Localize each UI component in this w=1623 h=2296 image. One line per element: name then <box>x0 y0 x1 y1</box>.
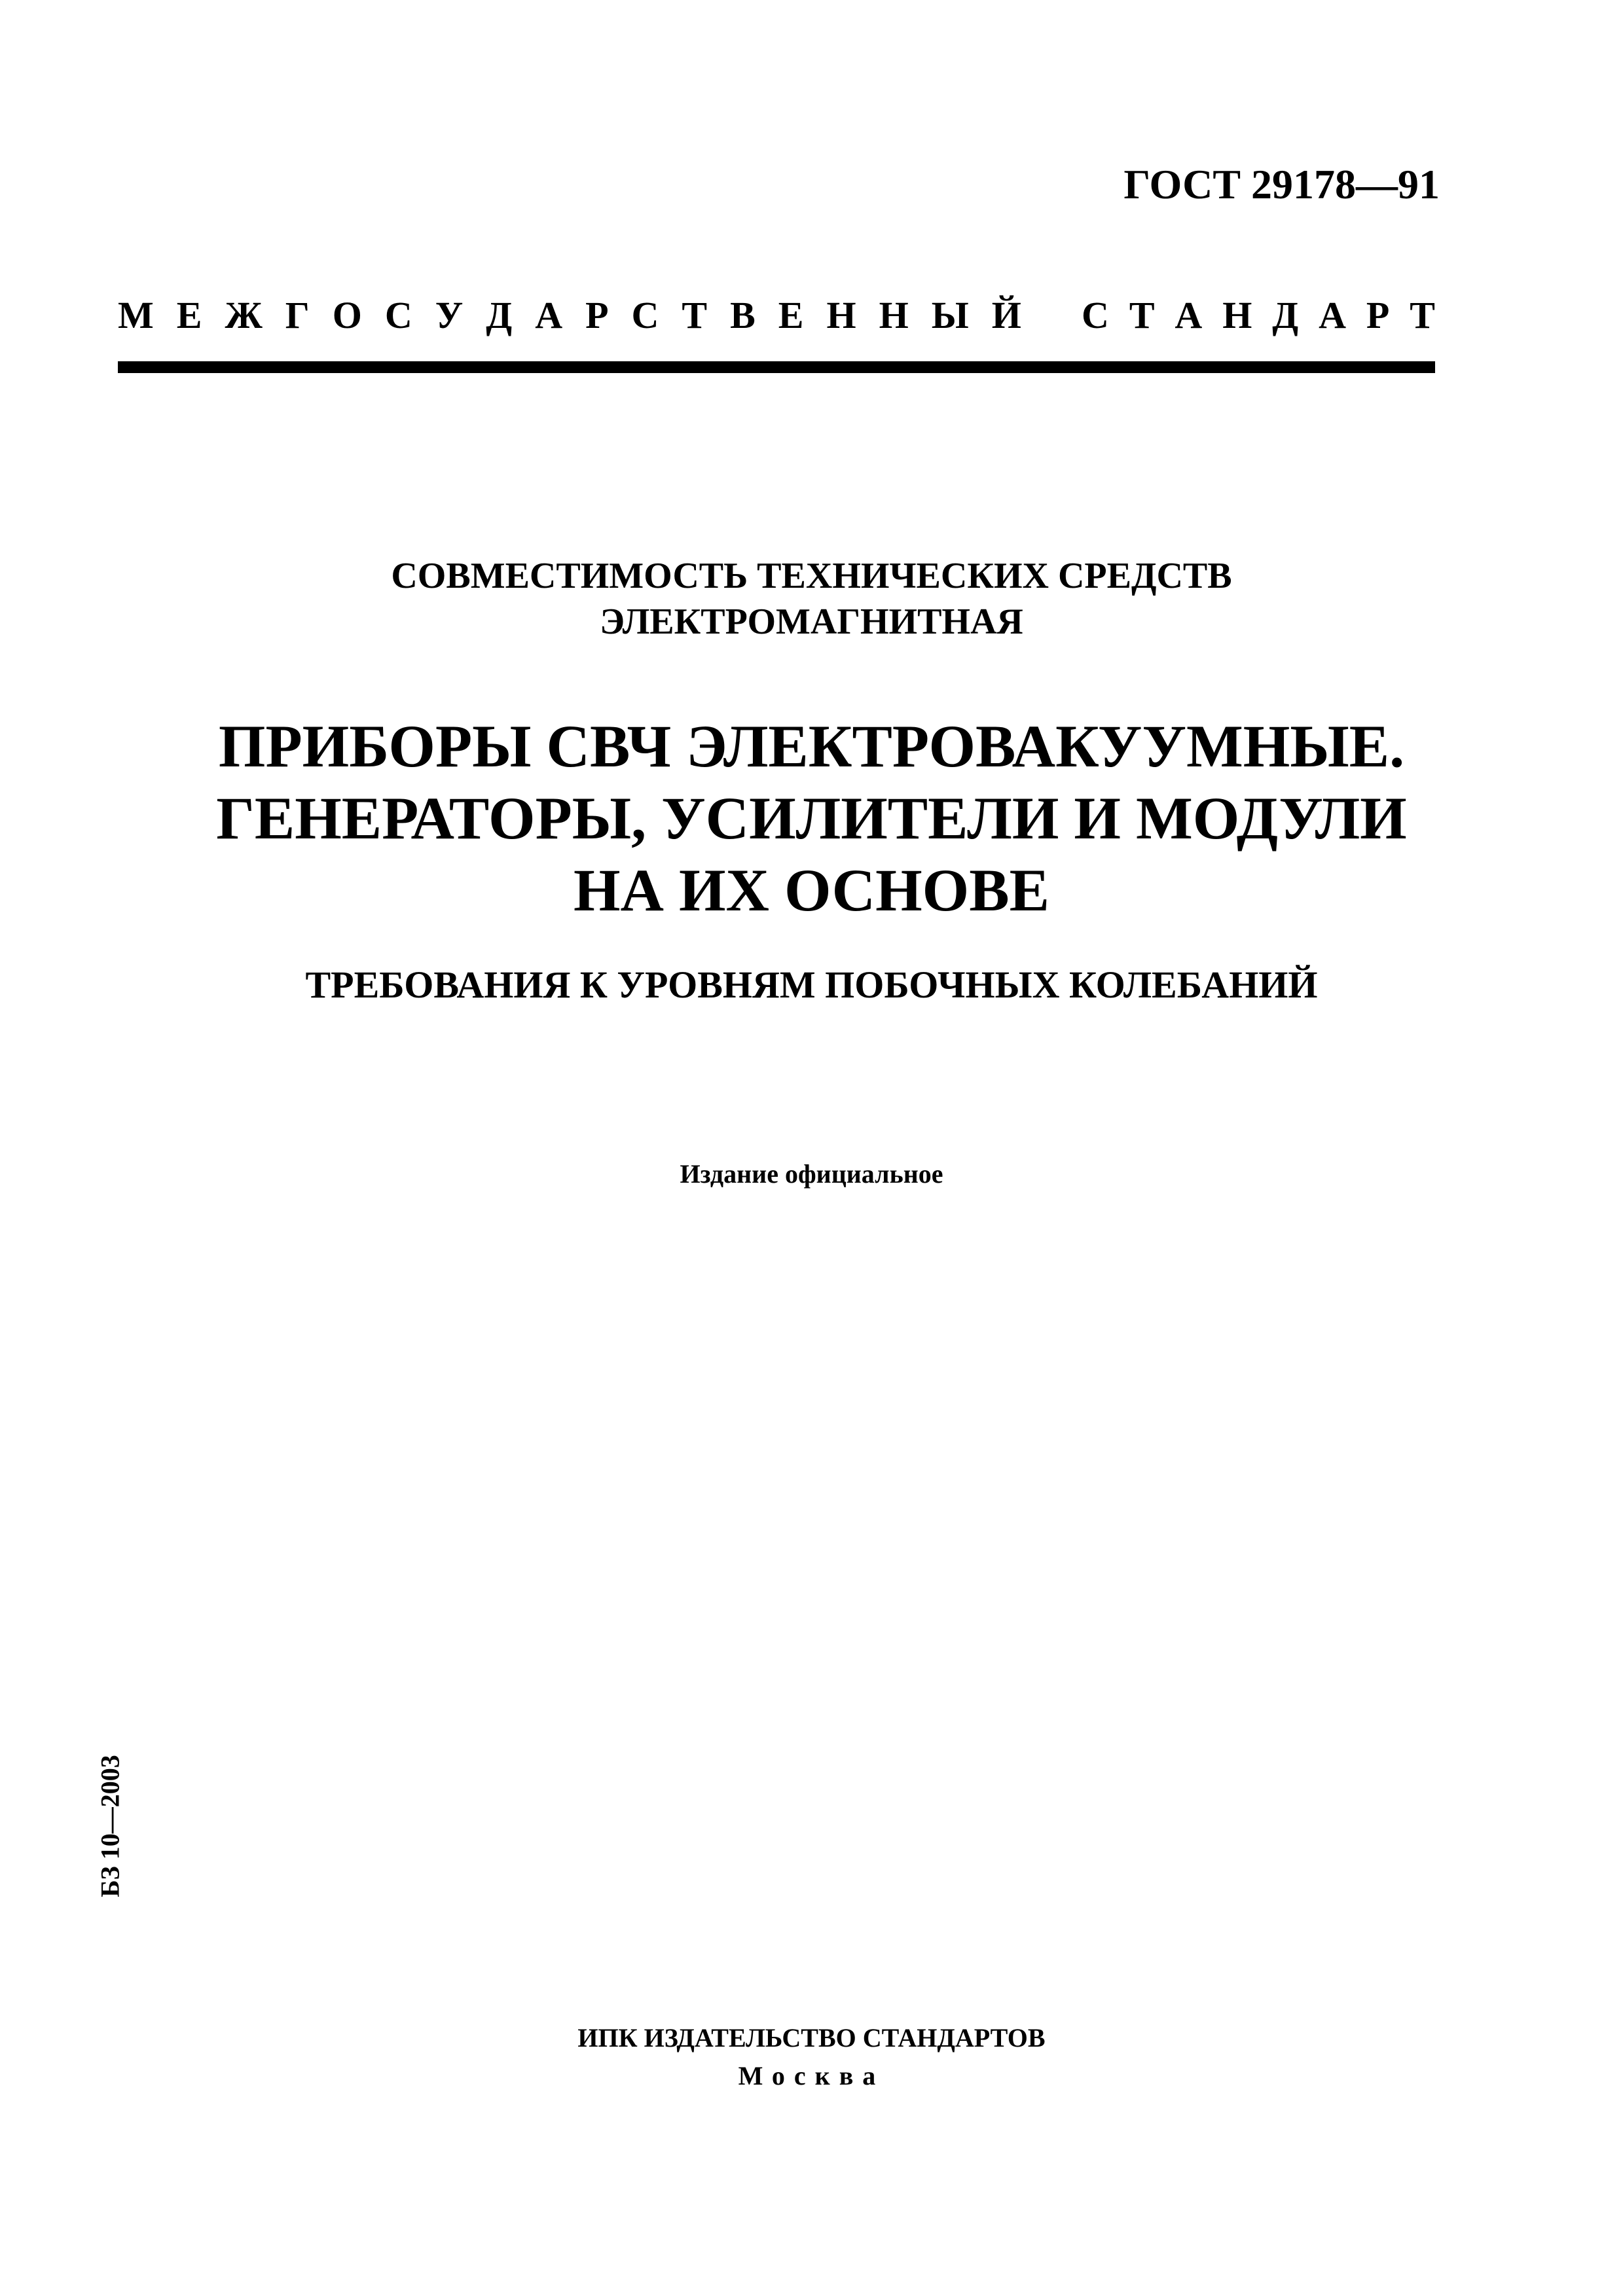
publisher-name: ИПК ИЗДАТЕЛЬСТВО СТАНДАРТОВ <box>577 2023 1046 2053</box>
banner-letter: Е <box>176 294 202 336</box>
edition-note: Издание официальное <box>680 1159 943 1189</box>
banner-letter: Г <box>285 294 310 336</box>
title-main-line: ПРИБОРЫ СВЧ ЭЛЕКТРОВАКУУМНЫЕ. <box>218 713 1405 780</box>
banner-letter: Д <box>1272 294 1299 336</box>
title-general-group <box>0 553 1623 645</box>
banner-letter: В <box>730 294 756 336</box>
standard-number: ГОСТ 29178—91 <box>1123 161 1440 207</box>
banner-letter: С <box>1082 294 1109 336</box>
banner-letter: О <box>332 294 362 336</box>
title-main-line: НА ИХ ОСНОВЕ <box>574 857 1049 924</box>
banner-letter: С <box>384 294 412 336</box>
title-subtitle-line: ТРЕБОВАНИЯ К УРОВНЯМ ПОБОЧНЫХ КОЛЕБАНИЙ <box>305 963 1318 1006</box>
title-subtitle <box>0 962 1623 1008</box>
banner-letter: А <box>535 294 563 336</box>
banner-letter: Е <box>778 294 804 336</box>
banner-letter: Ж <box>225 294 263 336</box>
banner-letter: А <box>1175 294 1203 336</box>
banner-letter: Р <box>1366 294 1390 336</box>
banner-letter: Ы <box>931 294 969 336</box>
publisher-city: Москва <box>738 2061 885 2090</box>
banner-letter: Т <box>1410 294 1435 336</box>
title-main-line: ГЕНЕРАТОРЫ, УСИЛИТЕЛИ И МОДУЛИ <box>216 785 1407 852</box>
title-main-group <box>0 710 1623 926</box>
banner-letter: Д <box>486 294 513 336</box>
header-divider <box>118 361 1435 373</box>
banner-letter: У <box>435 294 464 336</box>
banner-letter: Т <box>682 294 708 336</box>
title-general-line: СОВМЕСТИМОСТЬ ТЕХНИЧЕСКИХ СРЕДСТВ <box>391 556 1232 596</box>
banner-letter: Й <box>991 294 1021 336</box>
banner-letter: Т <box>1129 294 1155 336</box>
banner-letter: М <box>118 294 154 336</box>
banner-letter: Н <box>879 294 909 336</box>
side-catalog-code: БЗ 10—2003 <box>95 1755 125 1897</box>
banner-word-interstate <box>118 293 1021 337</box>
banner-letter: С <box>631 294 659 336</box>
banner-letter: А <box>1319 294 1346 336</box>
banner-word-standard <box>1082 293 1435 337</box>
banner-letter: Н <box>1222 294 1252 336</box>
banner-letter: Н <box>826 294 856 336</box>
banner-letter: Р <box>585 294 609 336</box>
title-general-line: ЭЛЕКТРОМАГНИТНАЯ <box>600 601 1023 642</box>
interstate-standard-banner <box>118 293 1435 337</box>
